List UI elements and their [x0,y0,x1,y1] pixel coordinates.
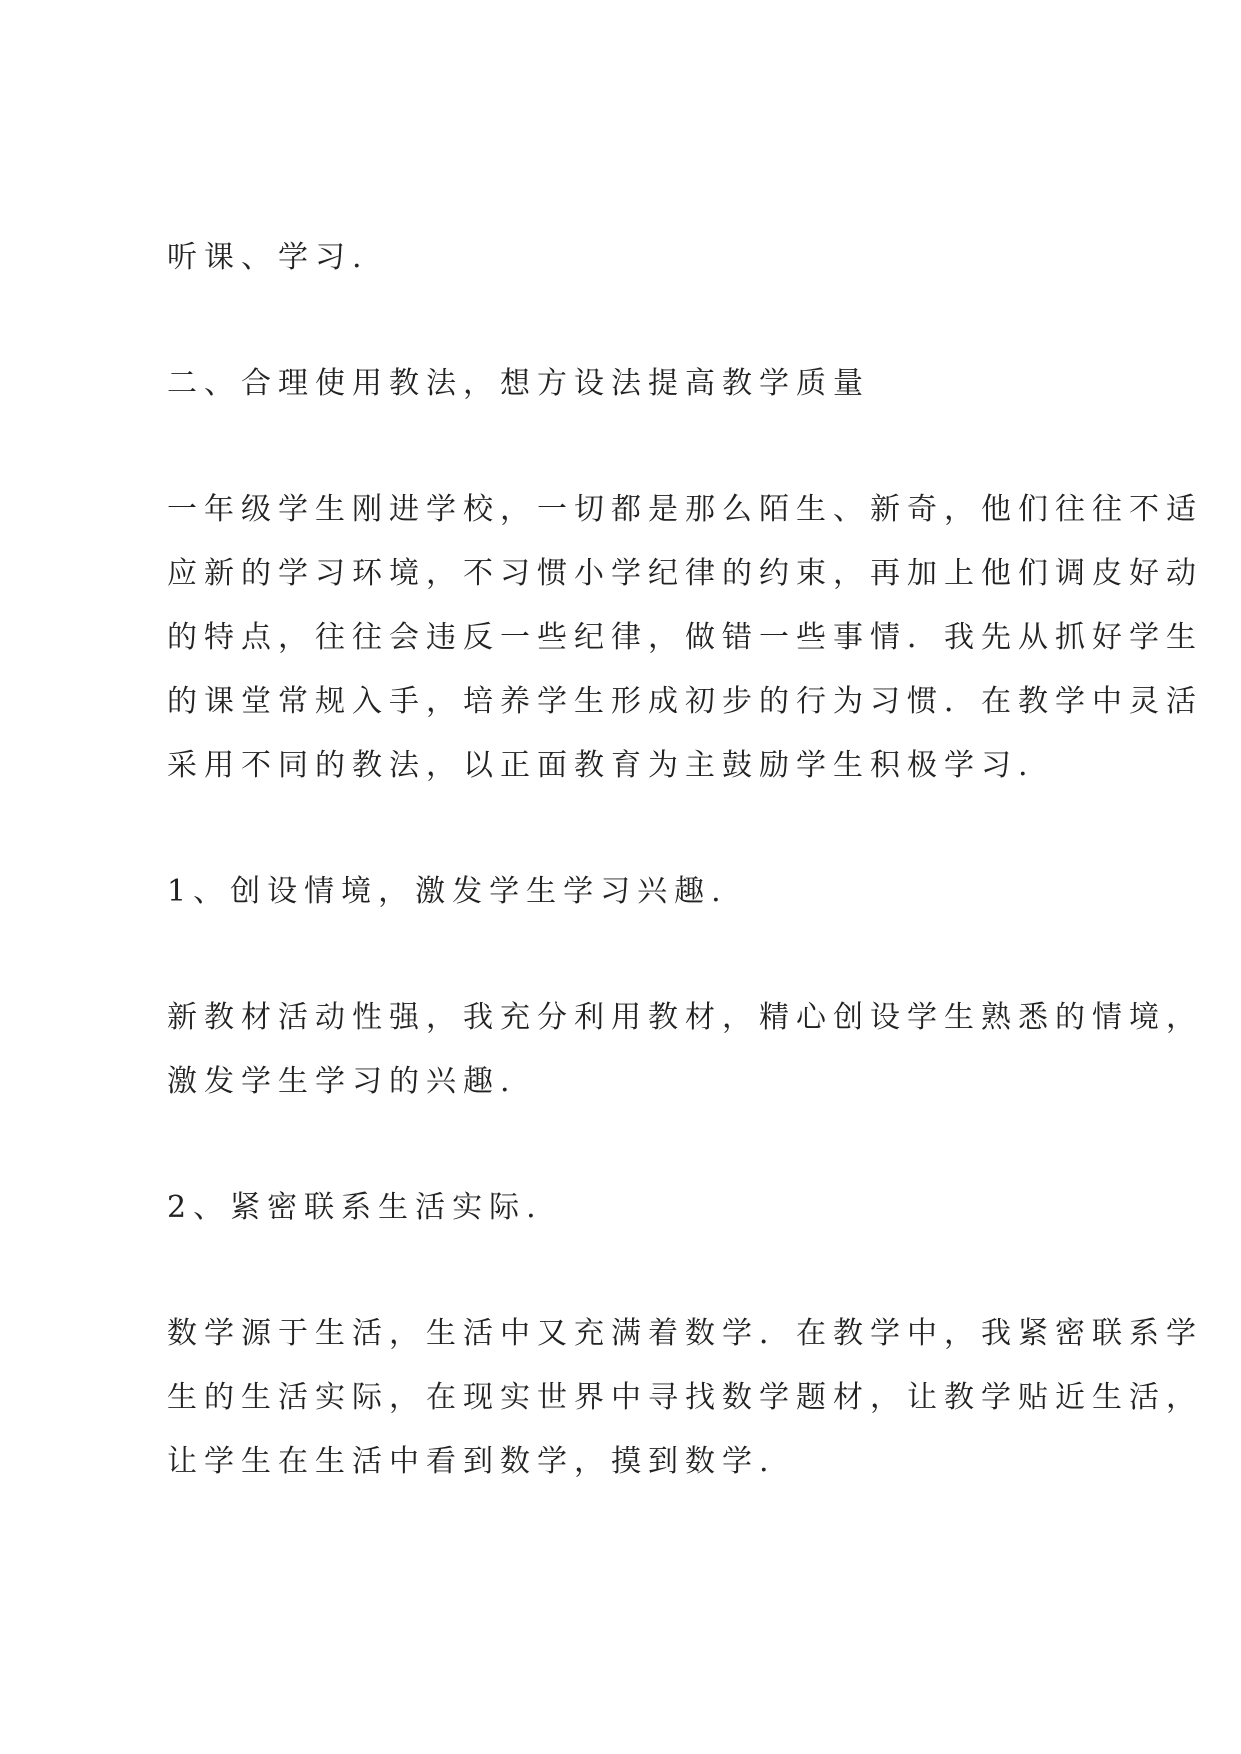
text-line: 数学源于生活，生活中又充满着数学．在教学中，我紧密联系学 [167,1316,1203,1351]
paragraph [167,986,1203,1114]
document-body [167,226,1203,1494]
text-line: 二、合理使用教法，想方设法提高教学质量 [167,366,870,401]
text-line: 生的生活实际，在现实世界中寻找数学题材，让教学贴近生活， [167,1380,1203,1415]
text-line: 应新的学习环境，不习惯小学纪律的约束，再加上他们调皮好动 [167,556,1203,591]
section-heading [167,352,1097,416]
text-line: 1、创设情境，激发学生学习兴趣. [167,874,728,909]
paragraph-continuation [167,226,1097,290]
paragraph [167,478,1203,798]
subheading [167,860,1097,924]
text-line: 采用不同的教法，以正面教育为主鼓励学生积极学习. [167,748,1035,783]
text-line: 一年级学生刚进学校，一切都是那么陌生、新奇，他们往往不适 [167,492,1203,527]
text-line: 激发学生学习的兴趣. [167,1064,517,1099]
text-line: 的特点，往往会违反一些纪律，做错一些事情．我先从抓好学生 [167,620,1203,655]
text-line: 听课、学习. [167,240,369,275]
text-line: 2、紧密联系生活实际. [167,1190,543,1225]
paragraph [167,1302,1203,1494]
text-line: 让学生在生活中看到数学，摸到数学. [167,1444,776,1479]
subheading [167,1176,1097,1240]
text-line: 新教材活动性强，我充分利用教材，精心创设学生熟悉的情境， [167,1000,1203,1035]
text-line: 的课堂常规入手，培养学生形成初步的行为习惯．在教学中灵活 [167,684,1203,719]
